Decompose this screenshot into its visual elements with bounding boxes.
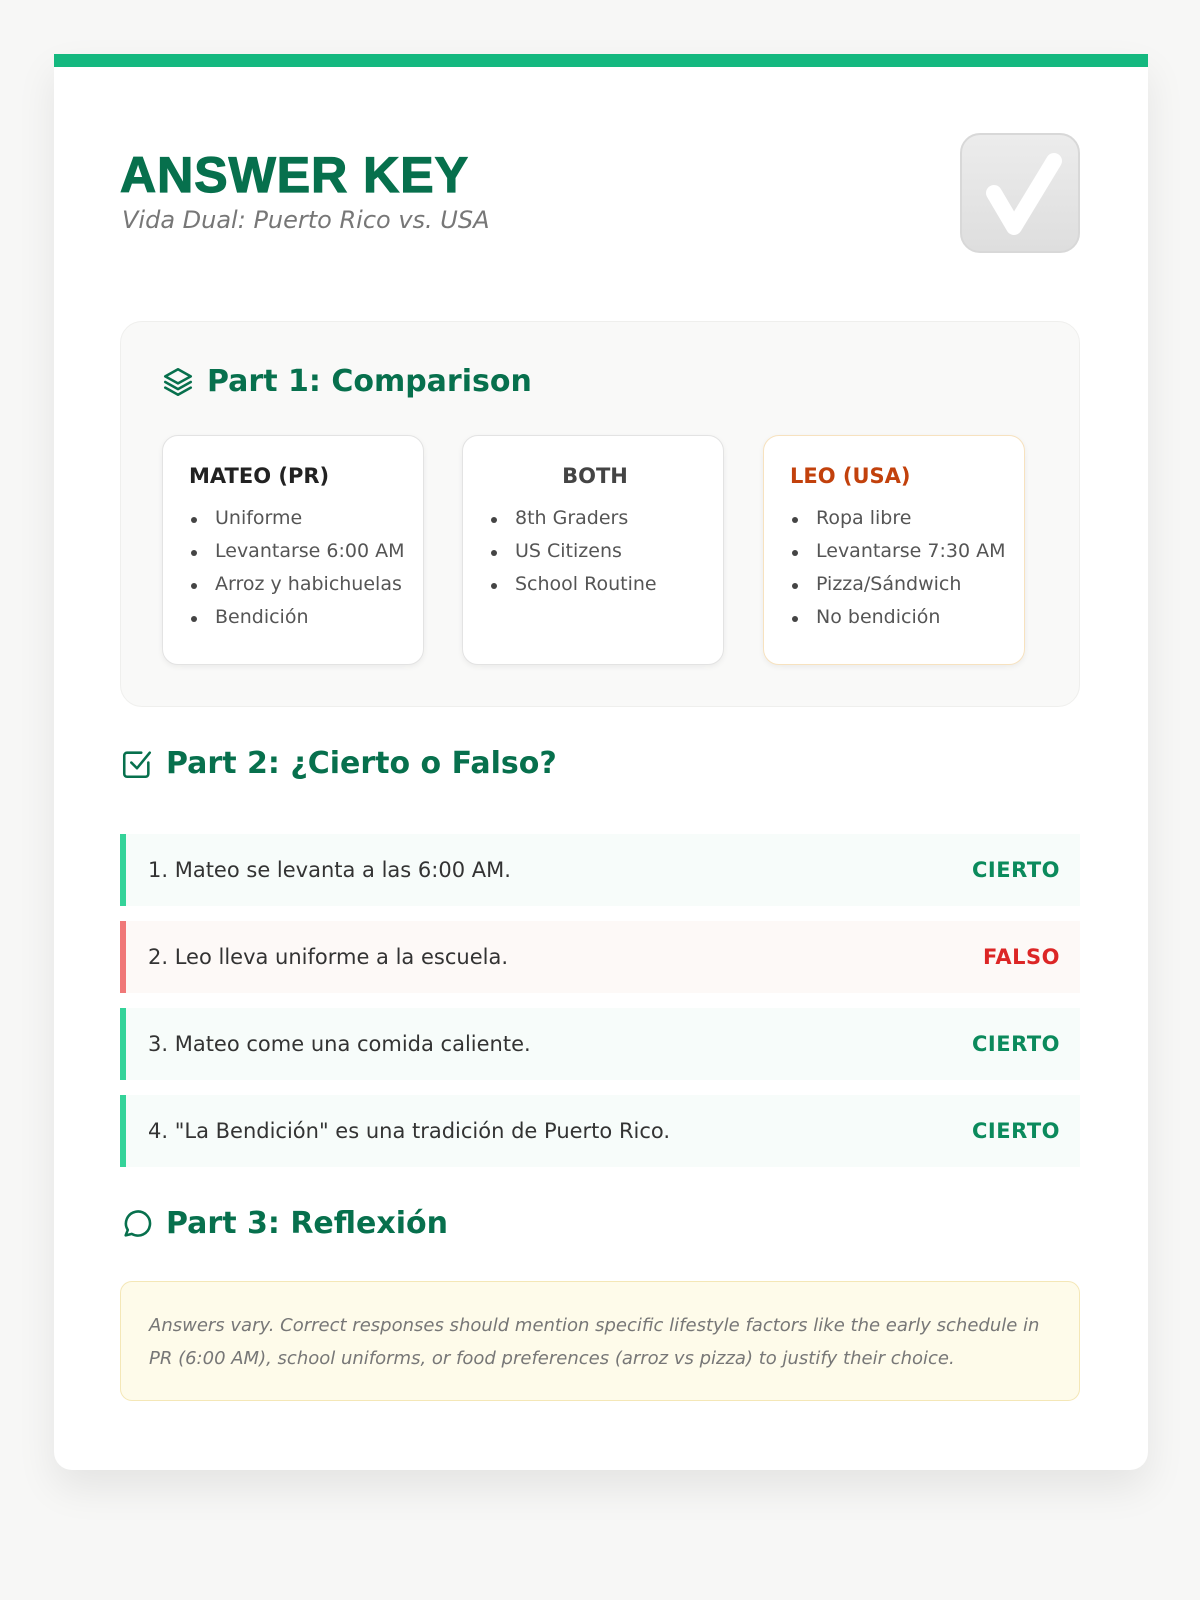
accent-bar [54, 54, 1148, 67]
list-item: Arroz y habichuelas [189, 568, 401, 601]
mateo-box [162, 435, 424, 665]
leo-title: LEO (USA) [790, 464, 911, 488]
tf-statement: 4. "La Bendición" es una tradición de Puerto Rico. [148, 1119, 671, 1143]
part3-heading-text: Part 3: Reflexión [166, 1206, 448, 1241]
leo-list [790, 502, 1006, 634]
both-box [462, 435, 724, 665]
part2-heading-text: Part 2: ¿Cierto o Falso? [166, 746, 557, 781]
checkbox-icon [120, 747, 154, 781]
list-item: US Citizens [489, 535, 701, 568]
list-item: Bendición [189, 601, 401, 634]
part3-heading [120, 1206, 448, 1241]
list-item: Levantarse 7:30 AM [790, 535, 1002, 568]
layers-icon [161, 365, 195, 399]
tf-row-1 [120, 834, 1080, 906]
part1-heading-text: Part 1: Comparison [207, 364, 532, 399]
answer-key-card [54, 54, 1148, 1470]
part2-heading [120, 746, 557, 781]
list-item: 8th Graders [489, 502, 701, 535]
page-subtitle: Vida Dual: Puerto Rico vs. USA [122, 206, 490, 234]
reflection-answer: Answers vary. Correct responses should mention specific lifestyle factors like the early schedule in PR (6:00 AM), school uniforms, or food preferences (arroz vs pizza) to justify their choice. [120, 1281, 1080, 1401]
list-item: School Routine [489, 568, 701, 601]
mateo-list [189, 502, 405, 634]
tf-statement: 1. Mateo se levanta a las 6:00 AM. [148, 858, 511, 882]
tf-answer: CIERTO [972, 1119, 1060, 1143]
checkmark-icon [960, 133, 1080, 253]
part1-heading [161, 364, 532, 399]
tf-answer: CIERTO [972, 1032, 1060, 1056]
tf-row-3 [120, 1008, 1080, 1080]
list-item: Ropa libre [790, 502, 1002, 535]
tf-row-2 [120, 921, 1080, 993]
tf-answer: CIERTO [972, 858, 1060, 882]
tf-row-4 [120, 1095, 1080, 1167]
mateo-title: MATEO (PR) [189, 464, 330, 488]
list-item: Uniforme [189, 502, 401, 535]
tf-statement: 3. Mateo come una comida caliente. [148, 1032, 531, 1056]
page-title: ANSWER KEY [120, 147, 469, 203]
part1-section [120, 321, 1080, 707]
chat-bubble-icon [120, 1207, 154, 1241]
tf-statement: 2. Leo lleva uniforme a la escuela. [148, 945, 508, 969]
tf-answer: FALSO [982, 945, 1060, 969]
list-item: Levantarse 6:00 AM [189, 535, 401, 568]
both-title: BOTH [562, 464, 628, 488]
list-item: Pizza/Sándwich [790, 568, 1002, 601]
leo-box [763, 435, 1025, 665]
both-list [489, 502, 701, 601]
list-item: No bendición [790, 601, 1002, 634]
